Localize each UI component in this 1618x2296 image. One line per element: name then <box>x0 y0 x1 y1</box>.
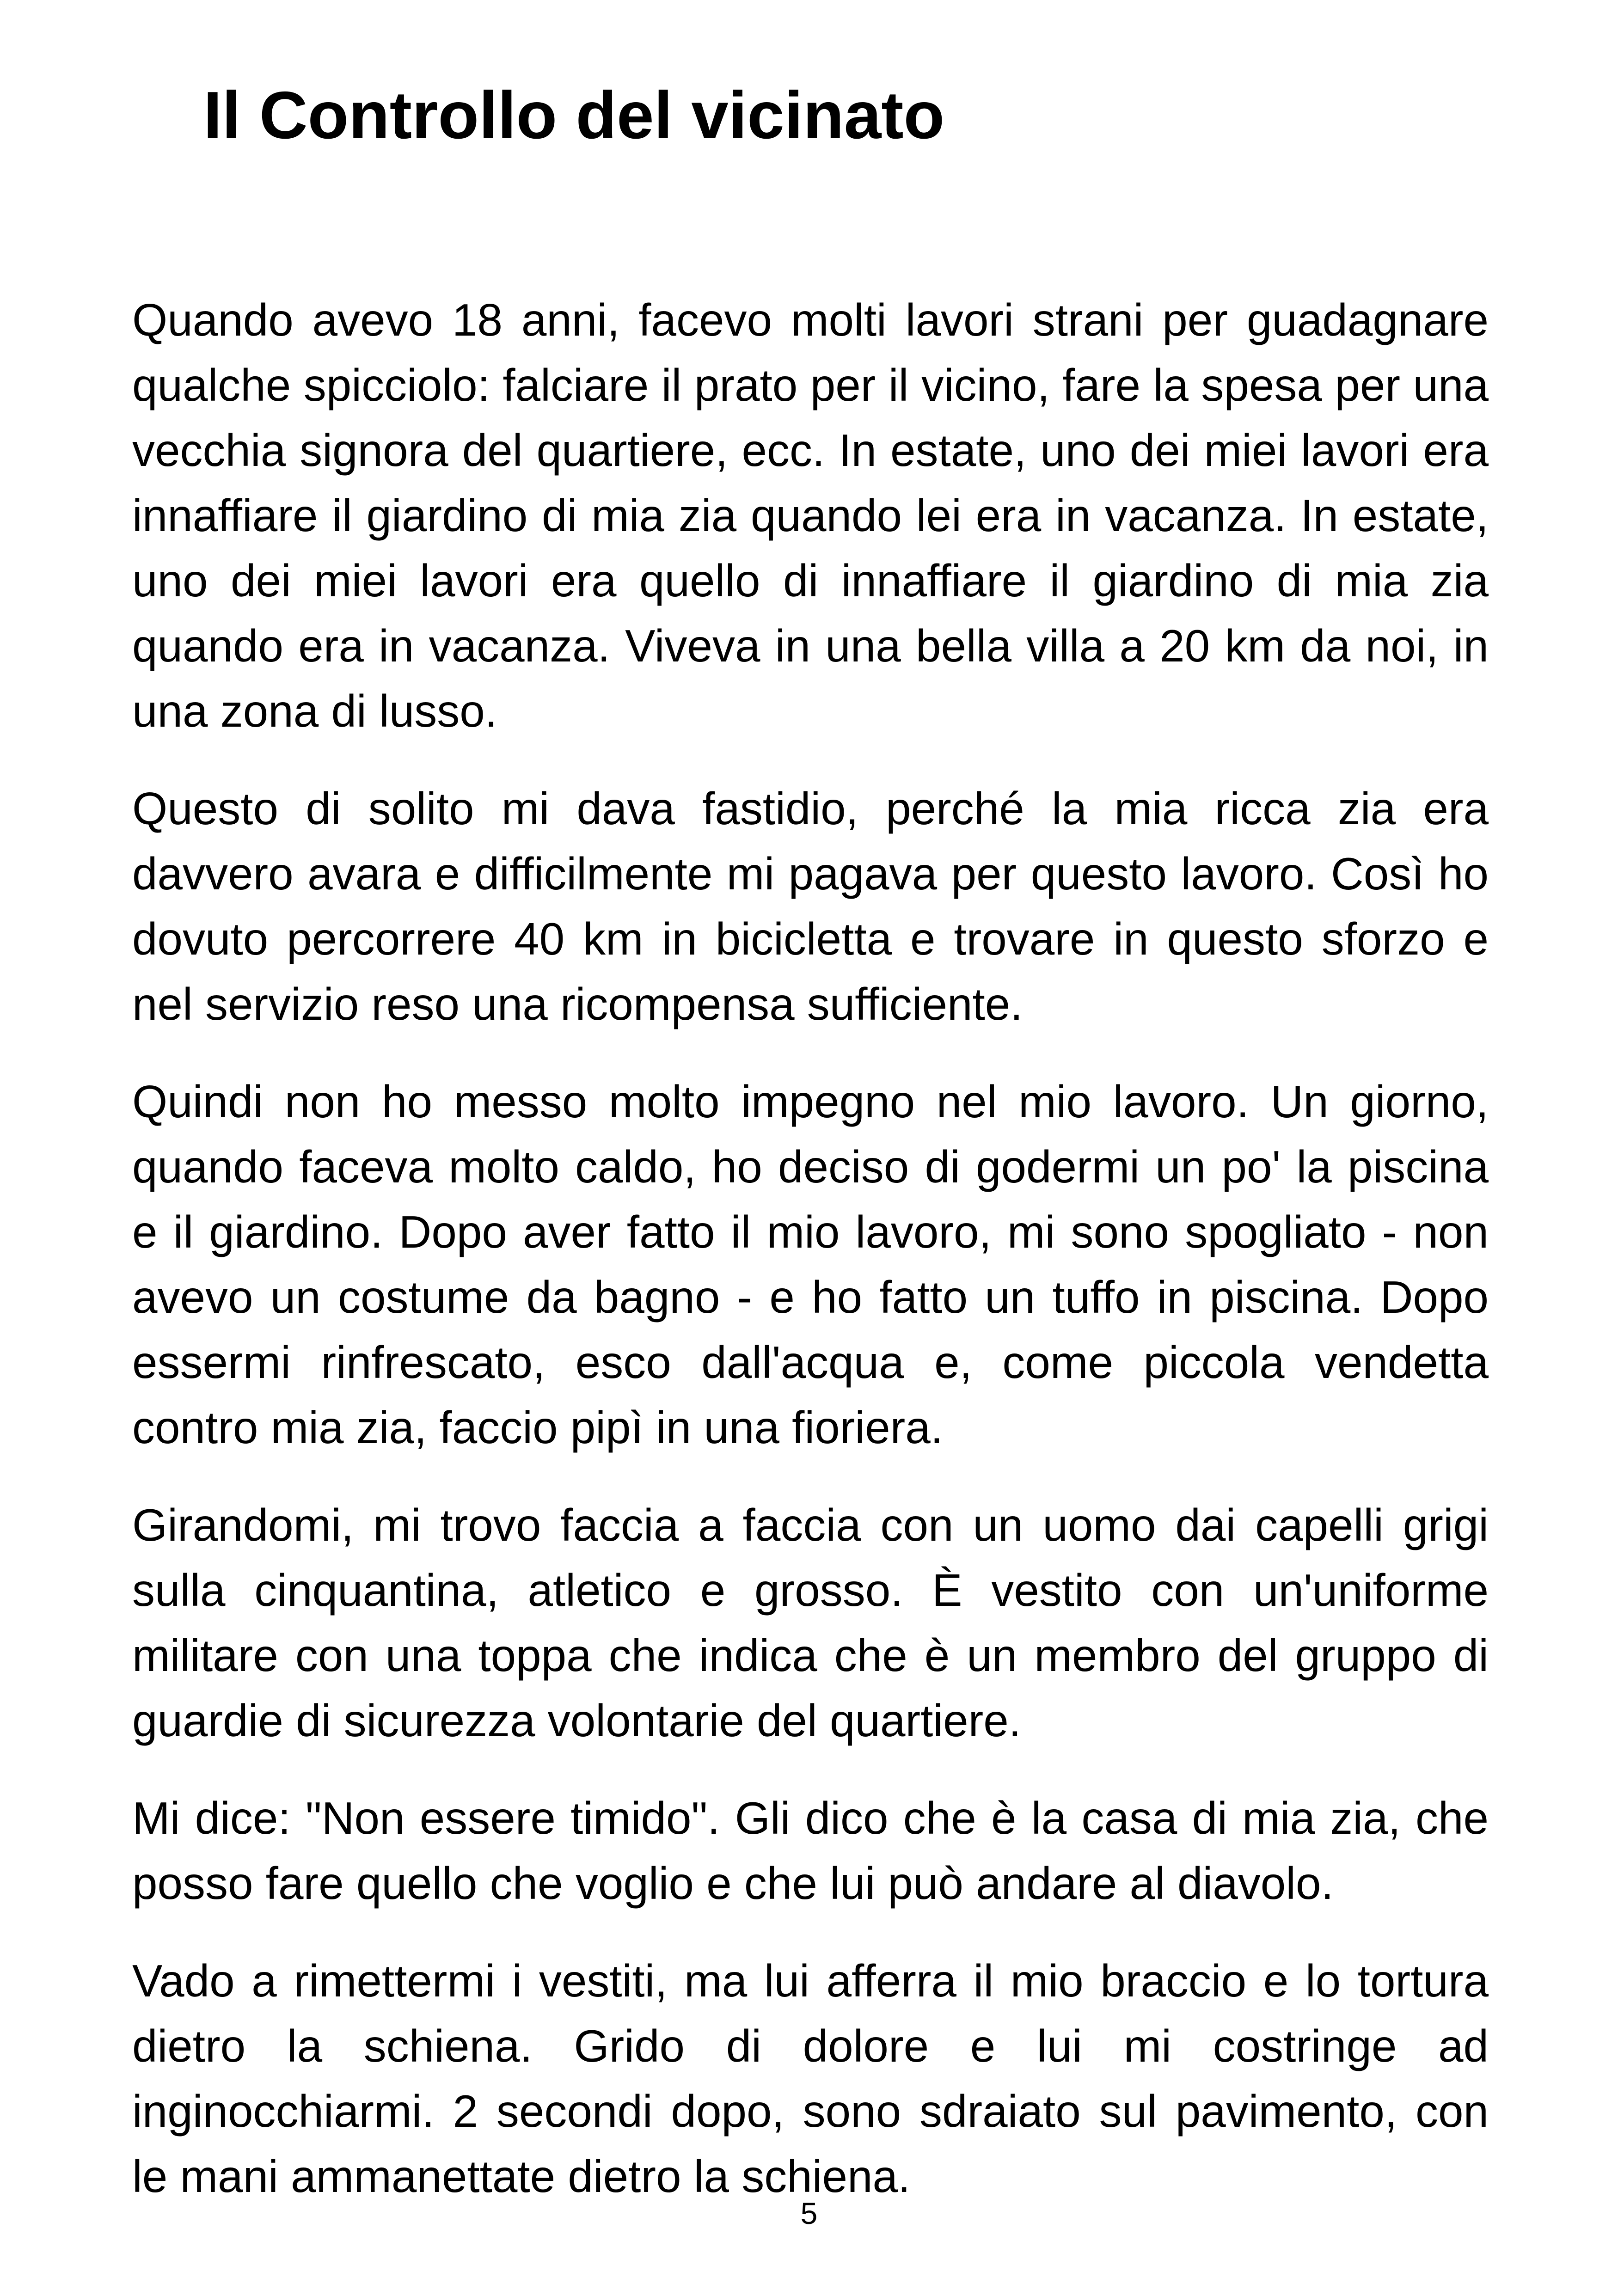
page-number: 5 <box>800 2196 818 2230</box>
body-text <box>132 288 1489 2241</box>
paragraph-4: Girandomi, mi trovo faccia a faccia con un uomo dai capelli grigi sulla cinquantina, atletico e grosso. È vestito con un'uniforme militare con una toppa che indica che è un membro del gruppo di guardie di sicurezza volontarie del quartiere. <box>132 1500 1489 1746</box>
paragraph-6: Vado a rimettermi i vestiti, ma lui afferra il mio braccio e lo tortura dietro la schiena. Grido di dolore e lui mi costringe ad inginocchiarmi. 2 secondi dopo, sono sdraiato sul pavimento, con le mani ammanettate dietro la schiena. <box>132 1955 1489 2202</box>
paragraph-2: Questo di solito mi dava fastidio, perché la mia ricca zia era davvero avara e difficilmente mi pagava per questo lavoro. Così ho dovuto percorrere 40 km in bicicletta e trovare in questo sforzo e nel servizio reso una ricompensa sufficiente. <box>132 783 1489 1029</box>
paragraph-5: Mi dice: "Non essere timido". Gli dico che è la casa di mia zia, che posso fare quello che voglio e che lui può andare al diavolo. <box>132 1793 1489 1909</box>
paragraph-1: Quando avevo 18 anni, facevo molti lavori strani per guadagnare qualche spicciolo: falciare il prato per il vicino, fare la spesa per una vecchia signora del quartiere, ecc. In estate, uno dei miei lavori era innaffiare il giardino di mia zia quando lei era in vacanza. In estate, uno dei miei lavori era quello di innaffiare il giardino di mia zia quando era in vacanza. Viveva in una bella villa a 20 km da noi, in una zona di lusso. <box>132 294 1489 736</box>
paragraph-3: Quindi non ho messo molto impegno nel mio lavoro. Un giorno, quando faceva molto caldo, ho deciso di godermi un po' la piscina e il giardino. Dopo aver fatto il mio lavoro, mi sono spogliato - non avevo un costume da bagno - e ho fatto un tuffo in piscina. Dopo essermi rinfrescato, esco dall'acqua e, come piccola vendetta contro mia zia, faccio pipì in una fioriera. <box>132 1076 1489 1453</box>
page-title: Il Controllo del vicinato <box>203 78 945 153</box>
